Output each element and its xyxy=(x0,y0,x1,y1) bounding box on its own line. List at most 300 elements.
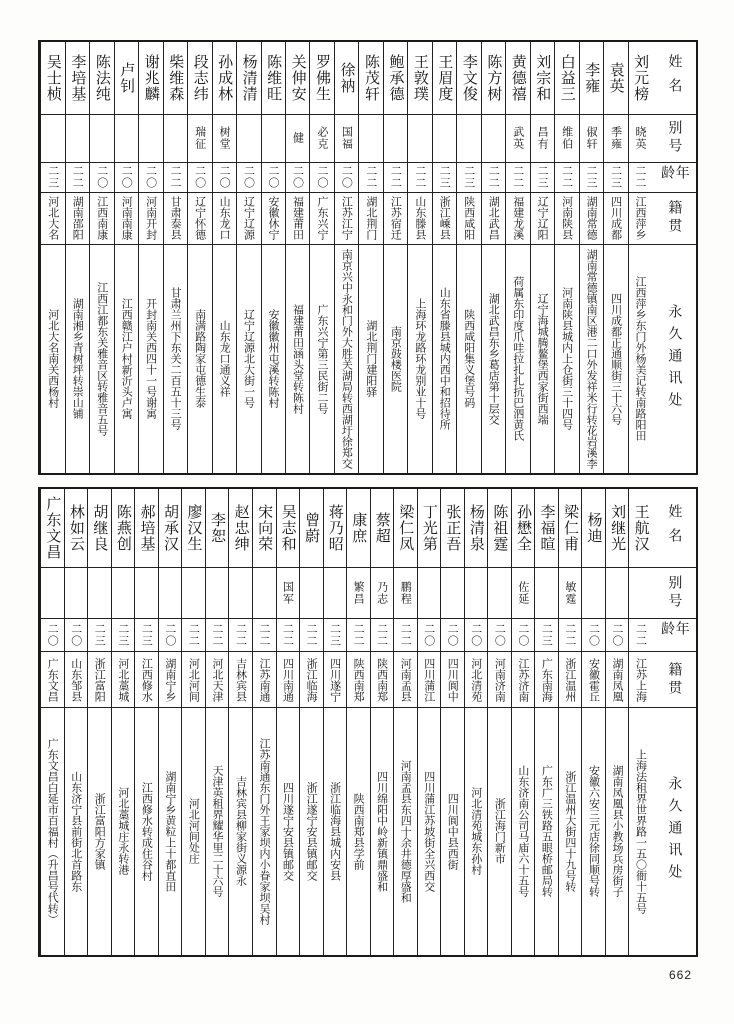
entry-age: 二二 xyxy=(164,163,187,193)
table-body-lower xyxy=(40,489,696,955)
roster-entry-column xyxy=(276,489,300,955)
entry-age: 二二 xyxy=(347,619,370,652)
entry-address: 浙江温州大街四十九号转 xyxy=(563,770,577,892)
entry-native: 陕西南郑 xyxy=(347,652,370,708)
roster-entry-column xyxy=(628,489,652,955)
entry-name: 宋向荣 xyxy=(253,489,276,568)
roster-entry-column xyxy=(89,42,113,473)
entry-native: 四川蒲江 xyxy=(418,652,441,708)
entry-address: 南京兴中永和门外大胜关湖局转西湖圩徐郑交 xyxy=(340,248,354,469)
entry-name: 蔡超 xyxy=(371,489,394,568)
entry-address: 江西萍乡东门外杨美记转南路阳田 xyxy=(634,276,648,442)
entry-alias: 国福 xyxy=(335,115,358,162)
entry-native: 湖北武昌 xyxy=(482,193,505,245)
entry-age: 二三 xyxy=(604,163,627,193)
entry-alias xyxy=(159,568,182,619)
roster-entry-column xyxy=(87,489,111,955)
entry-native: 四川遂宁 xyxy=(324,652,347,708)
entry-native: 江苏上海 xyxy=(629,652,652,708)
entry-address: 四川成都正通顺街三十六号 xyxy=(609,292,623,425)
row-header-address: 永久通讯处 xyxy=(666,303,683,414)
entry-address: 河北藁城庄永转港 xyxy=(116,787,130,876)
entry-address: 上海法租界世界路一五〇衙十五号 xyxy=(634,748,648,914)
roster-table-lower xyxy=(38,487,698,957)
roster-entry-column xyxy=(579,42,603,473)
entry-address: 安徽徽州屯溪转陈村 xyxy=(267,309,281,409)
roster-entry-column xyxy=(299,489,323,955)
roster-entry-column xyxy=(205,489,229,955)
entry-alias xyxy=(535,568,558,619)
entry-alias xyxy=(253,568,276,619)
entry-address: 辽宁海城腾鳌堡西家街西端 xyxy=(536,292,550,425)
entry-age: 二〇 xyxy=(582,619,605,652)
entry-name: 罗佛生 xyxy=(310,42,333,115)
entry-native: 吉林宾县 xyxy=(229,652,252,708)
entry-native: 四川阆中 xyxy=(441,652,464,708)
entry-address: 安徽六安三元店徐同顺号转 xyxy=(587,765,601,898)
entry-native: 河南开封 xyxy=(139,193,162,245)
entry-native: 河南南康 xyxy=(115,193,138,245)
entry-native: 安徽休宁 xyxy=(262,193,285,245)
entry-name: 王敦璞 xyxy=(408,42,431,115)
entry-native: 辽宁怀德 xyxy=(188,193,211,245)
entry-name: 白益三 xyxy=(555,42,578,115)
entry-age: 二〇 xyxy=(286,163,309,193)
roster-entry-column xyxy=(212,42,236,473)
roster-entry-column xyxy=(511,489,535,955)
entry-native: 山东滕县 xyxy=(408,193,431,245)
roster-entry-column xyxy=(65,42,89,473)
entry-native: 河北天津 xyxy=(206,652,229,708)
entry-address: 河北河间处庄 xyxy=(187,798,201,865)
entry-native: 甘肃泰县 xyxy=(164,193,187,245)
entry-address: 湖南宁乡黄粒上十都直田 xyxy=(163,770,177,892)
entry-alias: 俶轩 xyxy=(580,115,603,162)
entry-native: 四川成都 xyxy=(604,193,627,245)
entry-native: 河北藁城 xyxy=(112,652,135,708)
entry-alias xyxy=(324,568,347,619)
entry-address: 上海环龙路环龙别业十号 xyxy=(413,298,427,420)
entry-name: 胡继良 xyxy=(88,489,111,568)
entry-name: 陈燕创 xyxy=(112,489,135,568)
entry-age: 二〇 xyxy=(213,163,236,193)
entry-native: 河南济南 xyxy=(488,652,511,708)
entry-alias xyxy=(418,568,441,619)
entry-native: 江苏南通 xyxy=(253,652,276,708)
entry-address: 山东济宁县前街北首路东 xyxy=(69,770,83,892)
entry-address: 吉林宾县柳家街义源永 xyxy=(234,776,248,887)
entry-name: 曾蔚 xyxy=(300,489,323,568)
entry-alias: 鹏程 xyxy=(394,568,417,619)
entry-address: 天津英租界耀华里二十六号 xyxy=(210,765,224,898)
entry-native: 河南陕县 xyxy=(555,193,578,245)
entry-name: 孙懋全 xyxy=(512,489,535,568)
roster-entry-column xyxy=(309,42,333,473)
entry-alias xyxy=(115,115,138,162)
roster-entry-column xyxy=(134,489,158,955)
roster-entry-column xyxy=(111,489,135,955)
entry-age: 二〇 xyxy=(65,619,88,652)
entry-age: 二二 xyxy=(371,619,394,652)
entry-name: 林如云 xyxy=(65,489,88,568)
roster-entry-column xyxy=(138,42,162,473)
entry-name: 胡承汉 xyxy=(159,489,182,568)
entry-address: 广东广三铁路五眼桥邮局转 xyxy=(540,765,554,898)
roster-table-upper xyxy=(38,40,698,475)
entry-alias: 佐延 xyxy=(512,568,535,619)
entry-address: 四川蒲江苏坡街全兴西交 xyxy=(422,770,436,892)
entry-native: 安徽霍丘 xyxy=(582,652,605,708)
entry-address: 山东省滕县城内西中和招待所 xyxy=(438,287,452,431)
roster-entry-column xyxy=(228,489,252,955)
entry-alias: 繁昌 xyxy=(347,568,370,619)
entry-age: 二〇 xyxy=(139,163,162,193)
entry-address: 江西江都东关雅音区转雅音五号 xyxy=(95,281,109,436)
entry-age: 二〇 xyxy=(115,163,138,193)
entry-name: 段志纬 xyxy=(188,42,211,115)
entry-native: 湖南宁乡 xyxy=(159,652,182,708)
entry-address: 四川绵阳中岭新镇鼎盛和 xyxy=(375,770,389,892)
entry-name: 杨迪 xyxy=(582,489,605,568)
roster-entry-column xyxy=(236,42,260,473)
entry-alias xyxy=(237,115,260,162)
roster-entry-column xyxy=(114,42,138,473)
entry-address: 湖南常德镇南区港二口外发祥米行转花岩溪李 xyxy=(585,248,599,469)
entry-name: 吴志和 xyxy=(277,489,300,568)
entry-age: 二〇 xyxy=(90,163,113,193)
entry-native: 江苏济南 xyxy=(512,652,535,708)
entry-age: 二三 xyxy=(580,163,603,193)
entry-native: 浙江温州 xyxy=(559,652,582,708)
entry-address: 山东济南公司马庙六十五号 xyxy=(516,765,530,898)
entry-native: 福建莆田 xyxy=(286,193,309,245)
entry-address: 河北清苑城东孙村 xyxy=(469,787,483,876)
entry-alias: 乃志 xyxy=(371,568,394,619)
entry-alias: 维伯 xyxy=(555,115,578,162)
entry-age: 二〇 xyxy=(441,619,464,652)
entry-alias xyxy=(582,568,605,619)
entry-age: 二二 xyxy=(384,163,407,193)
entry-address: 浙江临海县城内安县 xyxy=(328,781,342,881)
entry-name: 关伸安 xyxy=(286,42,309,115)
entry-native: 河北大名 xyxy=(41,193,64,245)
entry-age: 二三 xyxy=(433,163,456,193)
entry-age: 二二 xyxy=(182,619,205,652)
entry-native: 江西修水 xyxy=(135,652,158,708)
entry-alias xyxy=(90,115,113,162)
entry-address: 陕西咸阳集义堡号码 xyxy=(462,309,476,409)
entry-age: 二三 xyxy=(535,619,558,652)
row-header-age: 年龄 xyxy=(652,619,696,652)
entry-name: 刘宗和 xyxy=(531,42,554,115)
row-header-alias: 别号 xyxy=(652,115,696,162)
row-header-address: 永久通讯处 xyxy=(666,776,683,887)
row-header-column-upper xyxy=(652,42,696,473)
entry-alias xyxy=(41,568,64,619)
entry-name: 广东文昌 xyxy=(41,489,64,568)
entry-address: 四川遂宁安县镇邮交 xyxy=(281,781,295,881)
roster-entry-column xyxy=(346,489,370,955)
entry-age: 二三 xyxy=(531,163,554,193)
entry-age: 二〇 xyxy=(512,619,535,652)
entry-alias xyxy=(457,115,480,162)
entry-age: 二二 xyxy=(559,619,582,652)
roster-entry-column xyxy=(393,489,417,955)
entry-age: 二二 xyxy=(66,163,89,193)
entry-age: 二〇 xyxy=(41,619,64,652)
entry-address: 湖北荆门建阳驿 xyxy=(364,320,378,398)
entry-age: 二〇 xyxy=(488,619,511,652)
entry-alias xyxy=(65,568,88,619)
entry-age: 二〇 xyxy=(262,163,285,193)
row-header-native: 籍贯 xyxy=(652,193,696,245)
roster-entry-column xyxy=(64,489,88,955)
entry-address: 广东文昌白延市百福村（升昌号代转） xyxy=(46,737,60,925)
entry-age: 二〇 xyxy=(188,163,211,193)
roster-entry-column xyxy=(487,489,511,955)
page-number: 662 xyxy=(668,968,692,982)
entry-name: 廖汉生 xyxy=(182,489,205,568)
entry-age: 二三 xyxy=(324,619,347,652)
entry-name: 李文俊 xyxy=(457,42,480,115)
entry-name: 王眉度 xyxy=(433,42,456,115)
entry-native: 湖南凤凰 xyxy=(606,652,629,708)
roster-entry-column xyxy=(370,489,394,955)
entry-name: 卢钊 xyxy=(115,42,138,115)
table-body-upper xyxy=(40,42,696,473)
roster-entry-column xyxy=(163,42,187,473)
entry-name: 吴士桢 xyxy=(41,42,64,115)
roster-entry-column xyxy=(158,489,182,955)
entry-native: 湖南常德 xyxy=(580,193,603,245)
entry-age: 二〇 xyxy=(237,163,260,193)
roster-entry-column xyxy=(581,489,605,955)
roster-entry-column xyxy=(407,42,431,473)
entry-address: 河北大名南关西杨村 xyxy=(46,309,60,409)
entry-name: 李恕 xyxy=(206,489,229,568)
row-header-name: 姓名 xyxy=(652,489,696,568)
row-header-age: 年龄 xyxy=(652,163,696,193)
roster-entry-column xyxy=(554,42,578,473)
entry-address: 河南孟县东四十余井德厚盛和 xyxy=(399,759,413,903)
roster-entry-column xyxy=(464,489,488,955)
roster-entry-column xyxy=(383,42,407,473)
entry-native: 湖南邵阳 xyxy=(66,193,89,245)
entry-alias xyxy=(482,115,505,162)
entry-alias xyxy=(262,115,285,162)
entry-native: 河北河间 xyxy=(182,652,205,708)
entry-age: 二三 xyxy=(112,619,135,652)
entry-address: 湖北武昌东乡葛店第十层交 xyxy=(487,292,501,425)
entry-alias: 昌有 xyxy=(531,115,554,162)
entry-name: 刘继光 xyxy=(606,489,629,568)
entry-name: 梁仁凤 xyxy=(394,489,417,568)
entry-native: 江苏江宁 xyxy=(335,193,358,245)
entry-alias: 国军 xyxy=(277,568,300,619)
entry-address: 南满路陶家屯德生泰 xyxy=(193,309,207,409)
entry-alias xyxy=(300,568,323,619)
entry-age: 二〇 xyxy=(418,619,441,652)
entry-alias: 健 xyxy=(286,115,309,162)
entry-address: 山东龙口通义祥 xyxy=(218,320,232,398)
entry-alias xyxy=(164,115,187,162)
entry-alias xyxy=(629,568,652,619)
entry-native: 辽宁辽源 xyxy=(237,193,260,245)
entry-name: 袁英 xyxy=(604,42,627,115)
roster-entry-column xyxy=(628,42,652,473)
entry-age: 二〇 xyxy=(606,619,629,652)
entry-native: 江苏宿迁 xyxy=(384,193,407,245)
entry-name: 李雍 xyxy=(580,42,603,115)
entry-alias xyxy=(384,115,407,162)
entry-name: 陈茂轩 xyxy=(359,42,382,115)
entry-name: 陈维旺 xyxy=(262,42,285,115)
roster-entry-column xyxy=(181,489,205,955)
roster-entry-column xyxy=(261,42,285,473)
entry-address: 江西修水转成住谷村 xyxy=(140,781,154,881)
row-header-native: 籍贯 xyxy=(652,652,696,708)
entry-native: 陕西南郑 xyxy=(371,652,394,708)
row-header-name: 姓名 xyxy=(652,42,696,115)
entry-age: 二三 xyxy=(135,619,158,652)
entry-age: 二二 xyxy=(629,619,652,652)
entry-name: 丁光第 xyxy=(418,489,441,568)
entry-native: 四川南通 xyxy=(277,652,300,708)
entry-alias xyxy=(66,115,89,162)
entry-name: 陈法纯 xyxy=(90,42,113,115)
entry-age: 二二 xyxy=(206,619,229,652)
entry-native: 河南孟县 xyxy=(394,652,417,708)
roster-entry-column xyxy=(534,489,558,955)
entry-alias xyxy=(112,568,135,619)
entry-address: 浙江遂宁安县镇邮交 xyxy=(305,781,319,881)
entry-age: 二二 xyxy=(506,163,529,193)
entry-address: 湖南湘乡青树坪转崇山铺 xyxy=(71,298,85,420)
entry-age: 二〇 xyxy=(159,619,182,652)
entry-alias: 敏霆 xyxy=(559,568,582,619)
roster-entry-column xyxy=(603,42,627,473)
entry-name: 徐衲 xyxy=(335,42,358,115)
entry-alias: 晓英 xyxy=(629,115,652,162)
roster-entry-column xyxy=(358,42,382,473)
entry-age: 二二 xyxy=(555,163,578,193)
entry-alias xyxy=(433,115,456,162)
entry-alias: 必克 xyxy=(310,115,333,162)
entry-name: 鲍承德 xyxy=(384,42,407,115)
entry-alias xyxy=(359,115,382,162)
entry-address: 荷属东印度爪哇拉扎扎抗巴泗黄氏 xyxy=(511,276,525,442)
entry-address: 江西赣江户村新沂头卢寓 xyxy=(120,298,134,420)
entry-alias: 武英 xyxy=(506,115,529,162)
entry-native: 福建龙溪 xyxy=(506,193,529,245)
entry-address: 辽宁辽源北大街一号 xyxy=(242,309,256,409)
roster-entry-column xyxy=(432,42,456,473)
entry-age: 二三 xyxy=(88,619,111,652)
roster-entry-column xyxy=(285,42,309,473)
entry-age: 二三 xyxy=(41,163,64,193)
entry-name: 孙成林 xyxy=(213,42,236,115)
entry-native: 山东龙口 xyxy=(213,193,236,245)
entry-alias xyxy=(139,115,162,162)
entry-address: 江苏南通东门外王家坝内小眷家坝吴村 xyxy=(258,737,272,925)
entry-age: 二〇 xyxy=(465,619,488,652)
entry-address: 湖南凤凰县小教场兵房街子 xyxy=(610,765,624,898)
entry-age: 二〇 xyxy=(310,163,333,193)
entry-age: 二二 xyxy=(229,619,252,652)
roster-entry-column xyxy=(40,489,64,955)
entry-address: 浙江富阳方家镇 xyxy=(93,792,107,870)
row-header-column-lower xyxy=(652,489,696,955)
entry-name: 杨清泉 xyxy=(465,489,488,568)
entry-address: 陕西南郑县学前 xyxy=(352,792,366,870)
entry-age: 二二 xyxy=(482,163,505,193)
entry-name: 陈祖霆 xyxy=(488,489,511,568)
roster-entry-column xyxy=(323,489,347,955)
entry-native: 浙江富阳 xyxy=(88,652,111,708)
entry-address: 福建莆田涵头堂转陈村 xyxy=(291,303,305,414)
entry-alias xyxy=(465,568,488,619)
roster-entry-column xyxy=(417,489,441,955)
roster-entry-column xyxy=(505,42,529,473)
entry-alias: 树堂 xyxy=(213,115,236,162)
entry-name: 杨清清 xyxy=(237,42,260,115)
entry-age: 二二 xyxy=(277,619,300,652)
roster-entry-column xyxy=(456,42,480,473)
entry-alias: 季雍 xyxy=(604,115,627,162)
entry-alias xyxy=(441,568,464,619)
entry-alias xyxy=(606,568,629,619)
entry-name: 李培基 xyxy=(66,42,89,115)
entry-native: 湖北荆门 xyxy=(359,193,382,245)
entry-native: 河北清苑 xyxy=(465,652,488,708)
entry-age: 二二 xyxy=(408,163,431,193)
entry-alias xyxy=(182,568,205,619)
entry-address: 开封南关西四十一号谢寓 xyxy=(144,298,158,420)
entry-age: 二二 xyxy=(253,619,276,652)
entry-alias xyxy=(88,568,111,619)
entry-name: 王航汉 xyxy=(629,489,652,568)
entry-age: 二二 xyxy=(300,619,323,652)
entry-name: 李福暄 xyxy=(535,489,558,568)
roster-entry-column xyxy=(440,489,464,955)
entry-native: 陕西咸阳 xyxy=(457,193,480,245)
entry-native: 辽宁辽阳 xyxy=(531,193,554,245)
entry-native: 广东文昌 xyxy=(41,652,64,708)
entry-native: 江西南康 xyxy=(90,193,113,245)
entry-alias: 瑞征 xyxy=(188,115,211,162)
entry-name: 梁仁甫 xyxy=(559,489,582,568)
roster-entry-column xyxy=(40,42,64,473)
entry-name: 郝培基 xyxy=(135,489,158,568)
entry-native: 广东南海 xyxy=(535,652,558,708)
entry-age: 二〇 xyxy=(335,163,358,193)
entry-alias xyxy=(408,115,431,162)
entry-address: 河南陕县城内上仓街三十四号 xyxy=(560,287,574,431)
entry-name: 张正吾 xyxy=(441,489,464,568)
entry-age: 二二 xyxy=(359,163,382,193)
roster-entry-column xyxy=(187,42,211,473)
entry-address: 甘肃兰州下东关二百五十三号 xyxy=(169,287,183,431)
entry-native: 浙江嵊县 xyxy=(433,193,456,245)
entry-alias xyxy=(229,568,252,619)
entry-name: 黄德禧 xyxy=(506,42,529,115)
roster-entry-column xyxy=(334,42,358,473)
entry-alias xyxy=(206,568,229,619)
entry-native: 广东兴宁 xyxy=(310,193,333,245)
roster-entry-column xyxy=(252,489,276,955)
entry-name: 柴维森 xyxy=(164,42,187,115)
entry-age: 二三 xyxy=(457,163,480,193)
